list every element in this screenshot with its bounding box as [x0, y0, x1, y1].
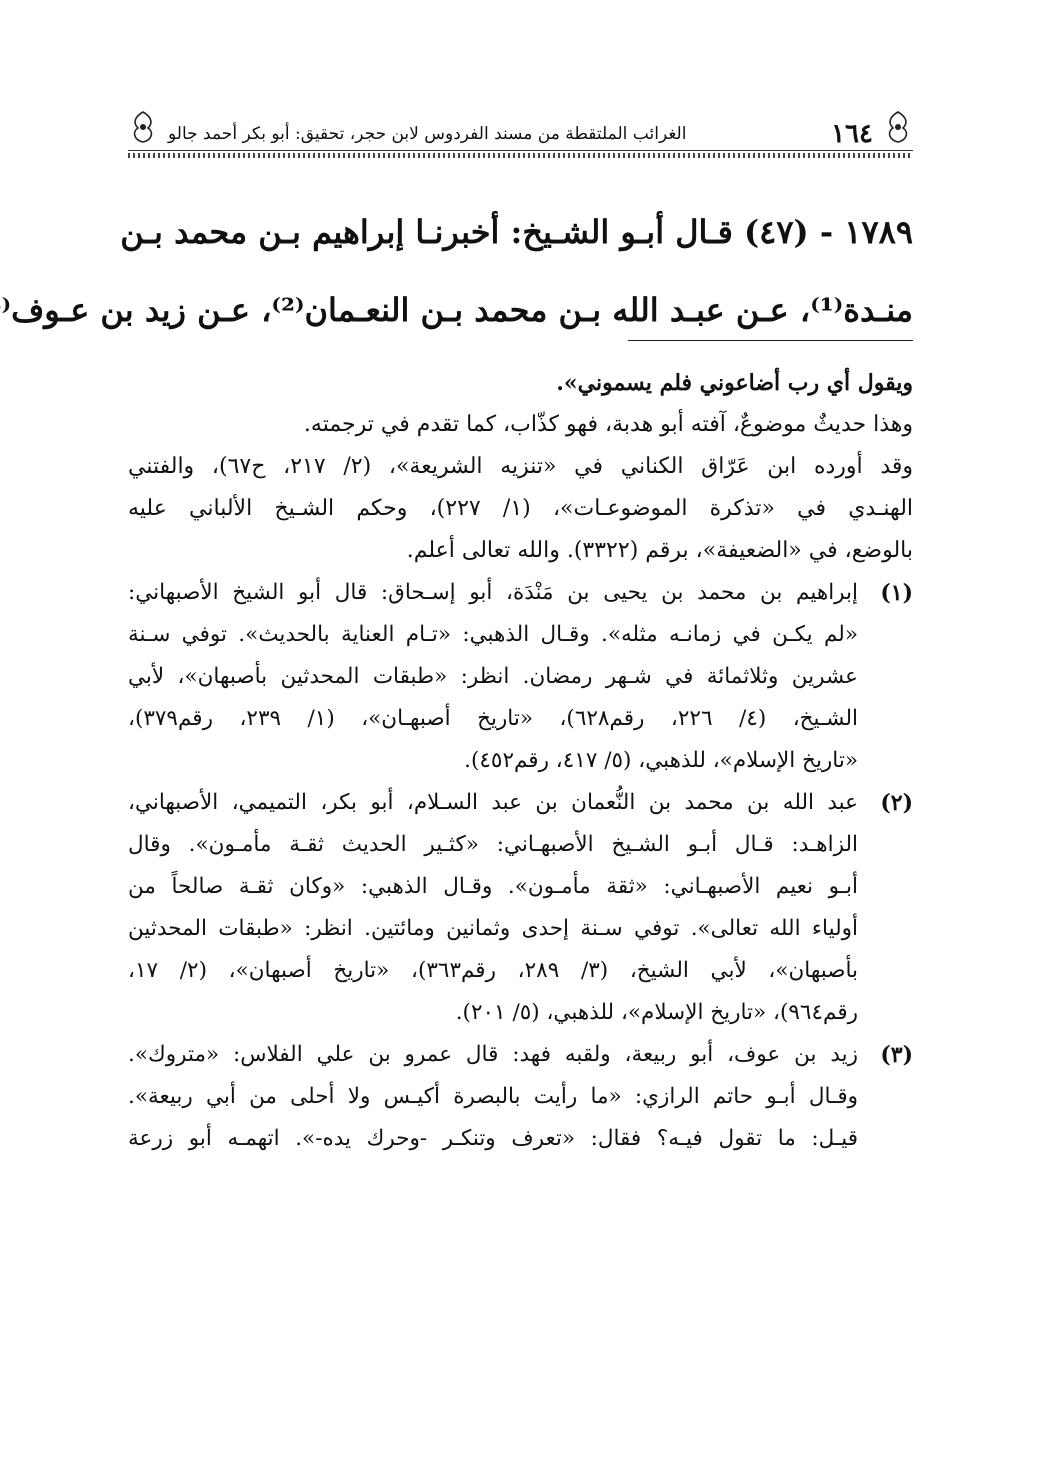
continuation-line: وقد أورده ابن عَرّاق الكناني في «تنزيه الشريعة»، (٢/ ٢١٧، ح٦٧)، والفتني	[128, 454, 914, 479]
footnote-line: وقـال أبـو حاتم الرازي: «ما رأيت بالبصرة أكيـس ولا أحلى من أبي ربيعة».	[128, 1084, 858, 1109]
running-title: الغرائب الملتقطة من مسند الفردوس لابن حجر، تحقيق: أبو بكر أحمد جالو	[168, 124, 687, 144]
footnote-number: (٣)	[880, 1042, 913, 1068]
continuation-line: الهنـدي في «تذكرة الموضوعـات»، (١/ ٢٢٧)، وحكم الشـيخ الألباني عليه	[128, 496, 914, 521]
header-rule	[128, 150, 913, 158]
footnote-line: عبد الله بن محمد بن النُّعمان بن عبد السـلام، أبو بكر، التميمي، الأصبهاني،	[128, 790, 858, 815]
footnote-number: (٢)	[880, 790, 913, 816]
footnote-line: أولياء الله تعالى». توفي سـنة إحدى وثمانين ومائتين. انظر: «طبقات المحدثين	[128, 916, 858, 941]
page-header	[128, 110, 913, 160]
continuation-line: ويقول أي رب أضاعوني فلم يسموني».	[556, 370, 913, 396]
footnote-number: (١)	[880, 580, 913, 606]
hadith-line: منـدة⁽¹⁾، عـن عبـد الله بـن محمد بـن النعـمان⁽²⁾، عـن زيد بن عـوف⁽	[1, 291, 913, 329]
footnote-separator	[628, 340, 913, 341]
footnote-line: قيـل: ما تقول فيـه؟ فقال: «تعرف وتنكـر -وحرك يده-». اتهمـه أبو زرعة	[128, 1126, 858, 1151]
footnote-line: الزاهـد: قـال أبـو الشـيخ الأصبهـاني: «كثـير الحديث ثقـة مأمـون». وقال	[128, 832, 858, 857]
footnote-line: «لم يكـن في زمانـه مثله». وقـال الذهبي: «تـام العناية بالحديث». توفي سـنة	[128, 622, 858, 647]
continuation-line: وهذا حديثٌ موضوعٌ، آفته أبو هدبة، فهو كذّاب، كما تقدم في ترجمته.	[303, 412, 913, 437]
footnote-1	[128, 572, 913, 782]
hadith-line: ١٧٨٩ - (٤٧) قـال أبـو الشـيخ: أخبرنـا إبراهيم بـن محمد بـن	[120, 213, 913, 251]
floral-ornament-icon	[883, 110, 913, 144]
footnote-line: عشرين وثلاثمائة في شـهر رمضان. انظر: «طبقات المحدثين بأصبهان»، لأبي	[128, 664, 858, 689]
footnote-line: رقم٩٦٤)، «تاريخ الإسلام»، للذهبي، (٥/ ٢٠١).	[455, 1000, 858, 1025]
footnote-2	[128, 782, 913, 1034]
footnote-3	[128, 1034, 913, 1160]
footnotes-area	[128, 362, 913, 1160]
footnote-line: الشـيخ، (٤/ ٢٢٦، رقم٦٢٨)، «تاريخ أصبهـان»، (١/ ٢٣٩، رقم٣٧٩)،	[128, 706, 859, 731]
footnote-line: زيد بن عوف، أبو ربيعة، ولقبه فهد: قال عمرو بن علي الفلاس: «متروك».	[128, 1042, 858, 1067]
footnote-line: بأصبهان»، لأبي الشيخ، (٣/ ٢٨٩، رقم٣٦٣)، «تاريخ أصبهان»، (٢/ ١٧،	[128, 958, 859, 983]
page-number: ١٦٤	[831, 119, 873, 149]
footnote-line: «تاريخ الإسلام»، للذهبي، (٥/ ٤١٧، رقم٤٥٢).	[464, 748, 858, 773]
floral-ornament-icon	[128, 110, 158, 144]
continuation-line: بالوضع، في «الضعيفة»، برقم (٣٣٢٢). والله تعالى أعلم.	[406, 538, 913, 563]
footnote-line: أبـو نعيم الأصبهـاني: «ثقة مأمـون». وقـال الذهبي: «وكان ثقـة صالحاً من	[128, 874, 858, 899]
footnote-line: إبراهيم بن محمد بن يحيى بن مَنْدَة، أبو إسـحاق: قال أبو الشيخ الأصبهاني:	[128, 580, 858, 605]
